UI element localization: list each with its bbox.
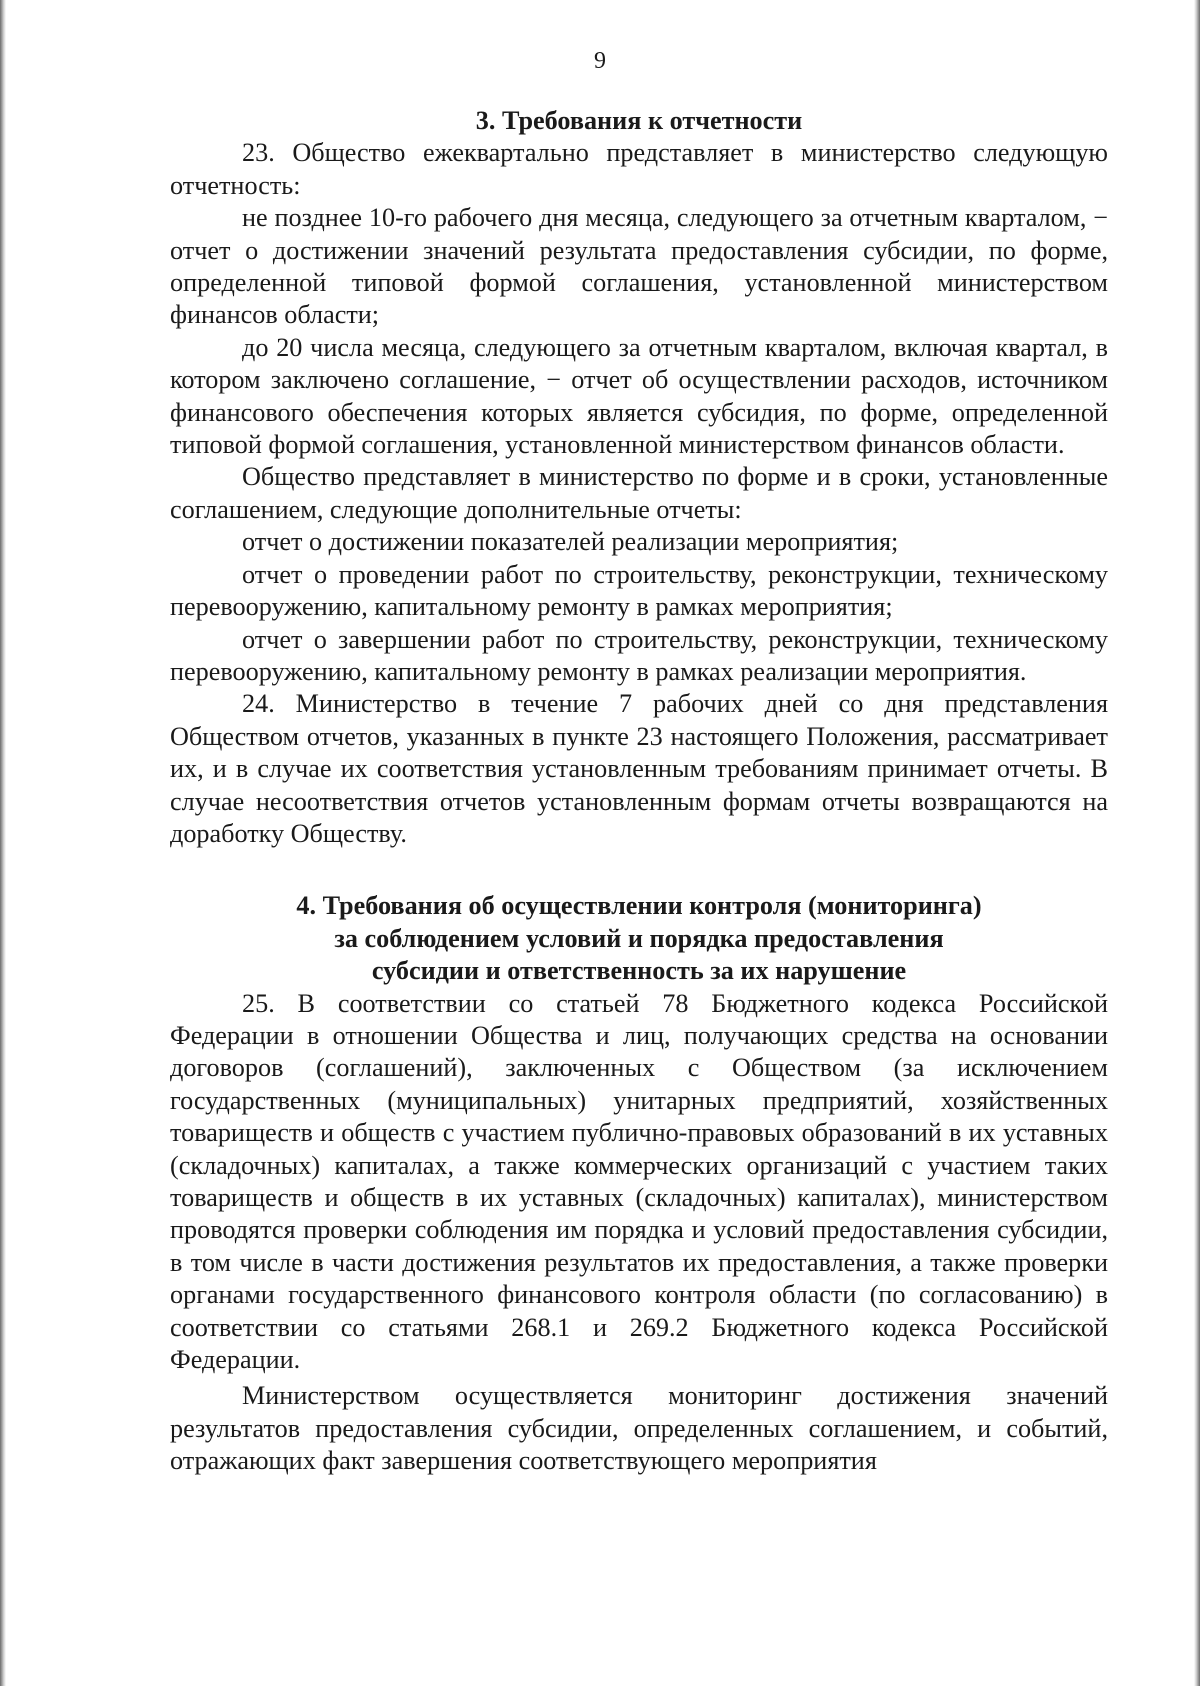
paragraph-23-report-3: отчет о завершении работ по строительству, реконструкции, техническому перевооружению, капитальному ремонту в рамках реализации мероприятия. xyxy=(170,624,1108,686)
document-body xyxy=(170,105,1108,1478)
section-4-heading xyxy=(170,890,1108,987)
paragraph-23-report-2: отчет о проведении работ по строительству, реконструкции, техническому перевооружению, капитальному ремонту в рамках мероприятия; xyxy=(170,559,1108,622)
paragraph-23-item-2: до 20 числа месяца, следующего за отчетным кварталом, включая квартал, в котором заключено соглашение, − отчет об осуществлении расходов, источником финансового обеспечения которых является субсидия, по форме, определенной типовой формой соглашения, установленной министерством финансов области. xyxy=(170,332,1108,460)
paragraph-23-item-1: не позднее 10-го рабочего дня месяца, следующего за отчетным кварталом, − отчет о достижении значений результата предоставления субсидии, по форме, определенной типовой формой соглашения, установленной министерством финансов области; xyxy=(170,203,1108,330)
section-4-heading-line-1: 4. Требования об осуществлении контроля (мониторинга) xyxy=(296,891,982,921)
scan-edge-right xyxy=(1194,0,1200,1686)
scan-edge-left xyxy=(0,0,6,1686)
paragraph-25: 25. В соответствии со статьей 78 Бюджетного кодекса Российской Федерации в отношении Общества и лиц, получающих средства на основании договоров (соглашений), заключенных с Обществом (за исключением государственных (муниципальных) унитарных предприятий, хозяйственных товариществ и обществ с участием публично-правовых образований в их уставных (складочных) капиталах, а также коммерческих организаций с участием таких товариществ и обществ в их уставных (складочных) капиталах), министерством проводятся проверки соблюдения им порядка и условий предоставления субсидии, в том числе в части достижения результатов их предоставления, а также проверки органами государственного финансового контроля области (по согласованию) в соответствии со статьями 268.1 и 269.2 Бюджетного кодекса Российской Федерации. xyxy=(170,988,1108,1375)
section-3-heading: 3. Требования к отчетности xyxy=(475,106,803,135)
section-4-heading-line-2: за соблюдением условий и порядка предоставления xyxy=(334,923,944,953)
paragraph-23-report-1: отчет о достижении показателей реализации мероприятия; xyxy=(242,527,899,557)
paragraph-23: 23. Общество ежеквартально представляет в министерство следующую отчетность: xyxy=(170,138,1108,200)
paragraph-24: 24. Министерство в течение 7 рабочих дней со дня представления Обществом отчетов, указанных в пункте 23 настоящего Положения, рассматривает их, и в случае их соответствия установленным требованиям принимает отчеты. В случае несоответствия отчетов установленным формам отчеты возвращаются на доработку Обществу. xyxy=(170,689,1108,848)
paragraph-25-monitoring: Министерством осуществляется мониторинг достижения значений результатов предоставления субсидии, определенных соглашением, и событий, отражающих факт завершения соответствующего мероприятия xyxy=(170,1381,1108,1476)
paragraph-23-additional-reports: Общество представляет в министерство по форме и в сроки, установленные соглашением, следующие дополнительные отчеты: xyxy=(170,462,1108,524)
section-4-heading-line-3: субсидии и ответственность за их нарушение xyxy=(371,956,907,986)
page-number: 9 xyxy=(594,48,606,74)
